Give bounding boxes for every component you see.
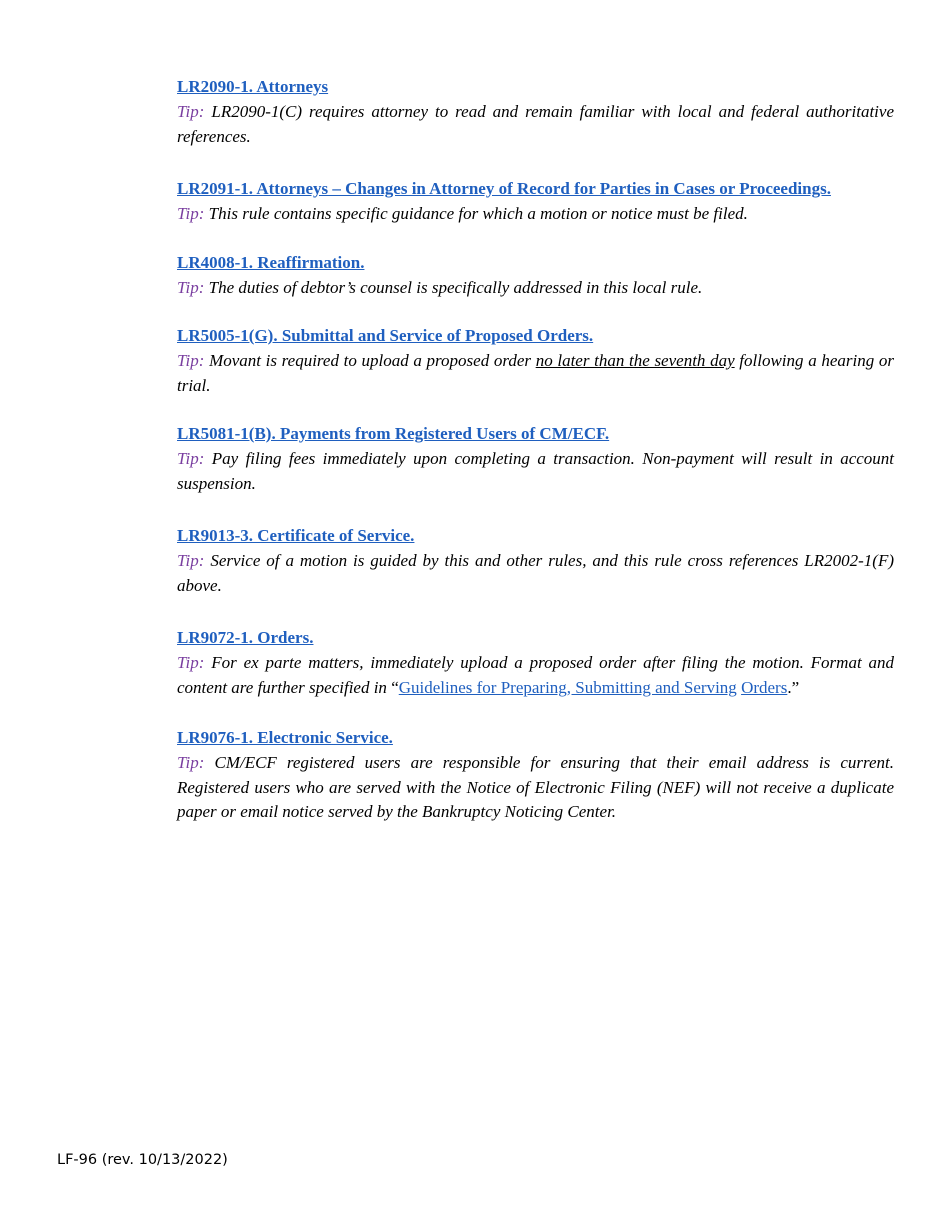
tip-label: Tip: [177,204,205,223]
entry-lr5081-1b [177,422,894,496]
heading-link-lr4008-1[interactable]: LR4008-1. Reaffirmation. [177,252,365,272]
entry-lr2091-1 [177,177,894,227]
tip-label: Tip: [177,653,205,672]
entry-lr9072-1 [177,626,894,700]
tip-text [177,100,894,149]
close-quote: .” [787,677,800,697]
open-quote: “ [391,677,399,697]
heading-link-lr9076-1[interactable]: LR9076-1. Electronic Service. [177,728,393,747]
tip-text [177,276,894,301]
tip-body: LR2090-1(C) requires attorney to read and remain familiar with local and federal authoritative references. [177,102,894,146]
rule-list [177,75,894,825]
tip-body: For ex parte matters, immediately upload a proposed order after filing the motion. Format and content are further specified in [177,653,894,697]
entry-lr5005-1g [177,324,894,398]
tip-text [177,447,894,496]
tip-body: CM/ECF registered users are responsible for ensuring that their email address is current. Registered users who are served with the Notice of Electronic Filing (NEF) will not receive a duplicate paper or email notice served by the Bankruptcy Noticing Center. [177,753,894,821]
underlined-deadline: no later than the seventh day [535,351,735,370]
entry-lr4008-1 [177,251,894,301]
tip-body: Pay filing fees immediately upon completing a transaction. Non-payment will result in account suspension. [177,449,895,493]
heading-link-lr5081-1b[interactable]: LR5081-1(B). Payments from Registered Users of CM/ECF. [177,424,610,443]
tip-label: Tip: [177,551,205,570]
tip-label: Tip: [177,753,205,772]
form-revision-footer: LF-96 (rev. 10/13/2022) [57,1152,228,1168]
tip-text [177,349,894,398]
heading-link-lr9072-1[interactable]: LR9072-1. Orders. [177,628,314,647]
tip-label: Tip: [177,277,205,297]
tip-body: The duties of debtor’s counsel is specifically addressed in this local rule. [208,277,703,297]
heading-link-lr2090-1[interactable]: LR2090-1. Attorneys [177,77,329,96]
entry-lr2090-1 [177,75,894,149]
tip-body: Service of a motion is guided by this and other rules, and this rule cross references LR2002-1(F) above. [177,551,894,595]
heading-link-lr2091-1[interactable]: LR2091-1. Attorneys – Changes in Attorney of Record for Parties in Cases or Proceedings. [177,179,831,198]
tip-body-end: following a hearing or trial. [177,351,895,395]
entry-lr9013-3 [177,524,894,598]
tip-text [177,651,894,700]
tip-text [177,751,894,825]
entry-lr9076-1 [177,726,894,825]
orders-link[interactable]: Orders [741,677,788,697]
tip-label: Tip: [177,449,205,468]
tip-label: Tip: [177,351,205,370]
heading-link-lr5005-1g[interactable]: LR5005-1(G). Submittal and Service of Proposed Orders. [177,326,594,345]
tip-label: Tip: [177,102,205,121]
guidelines-link[interactable]: Guidelines for Preparing, Submitting and Serving [398,677,737,697]
tip-text [177,202,894,227]
heading-link-lr9013-3[interactable]: LR9013-3. Certificate of Service. [177,526,415,545]
tip-body: This rule contains specific guidance for which a motion or notice must be filed. [208,204,748,223]
tip-text [177,549,894,598]
tip-body: Movant is required to upload a proposed order [209,351,532,370]
